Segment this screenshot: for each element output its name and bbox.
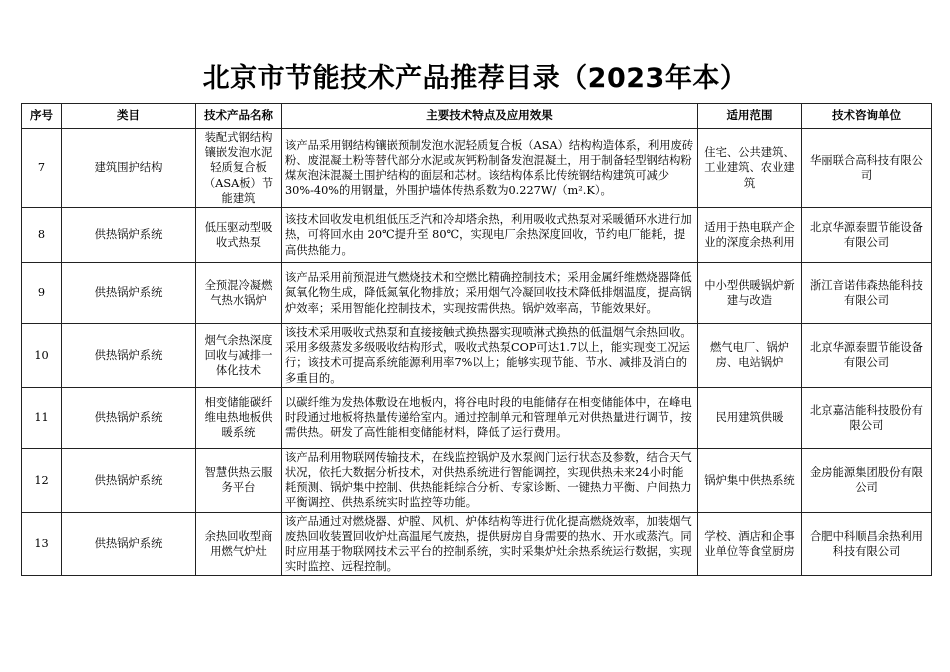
cell-scope: 中小型供暖锅炉新建与改造: [698, 263, 802, 324]
cell-scope: 民用建筑供暖: [698, 387, 802, 448]
cell-category: 供热锅炉系统: [62, 448, 196, 512]
cell-product: 智慧供热云服务平台: [196, 448, 282, 512]
cell-unit: 北京华源泰盟节能设备有限公司: [802, 324, 932, 388]
cell-category: 供热锅炉系统: [62, 387, 196, 448]
cell-product: 装配式钢结构镶嵌发泡水泥轻质复合板（ASA板）节能建筑: [196, 129, 282, 208]
col-header-product: 技术产品名称: [196, 104, 282, 129]
col-header-unit: 技术咨询单位: [802, 104, 932, 129]
cell-features: 该产品通过对燃烧器、炉膛、风机、炉体结构等进行优化提高燃烧效率，加装烟气废热回收装置回收炉灶高温尾气废热，提供厨房自身需要的热水、开水或蒸汽。同时应用基于物联网技术云平台的控制系统，实时采集炉灶余热系统运行数据，实现实时监控、远程控制。: [282, 512, 698, 576]
table-row: [22, 448, 932, 512]
cell-no: 7: [22, 129, 62, 208]
table-header-row: [22, 104, 932, 129]
cell-features: 该产品采用前预混进气燃烧技术和空燃比精确控制技术；采用金属纤维燃烧器降低氮氧化物生成，降低氮氧化物排放；采用烟气冷凝回收技术降低排烟温度，提高锅炉效率；采用智能化控制技术，实现按需供热。锅炉效率高，节能效果好。: [282, 263, 698, 324]
table-row: [22, 387, 932, 448]
cell-features: 该产品采用钢结构镶嵌预制发泡水泥轻质复合板（ASA）结构构造体系，利用废砖粉、废混凝土粉等替代部分水泥或灰钙粉制备发泡混凝土，用于制备轻型钢结构粉煤灰泡沫混凝土围护结构的面层和芯材。该结构体系比传统钢结构建筑可减少30%-40%的用钢量，外围护墙体传热系数为0.227W/（m².K）。: [282, 129, 698, 208]
cell-no: 10: [22, 324, 62, 388]
cell-unit: 浙江音诺伟森热能科技有限公司: [802, 263, 932, 324]
cell-scope: 适用于热电联产企业的深度余热利用: [698, 208, 802, 263]
cell-product: 相变储能碳纤维电热地板供暖系统: [196, 387, 282, 448]
cell-scope: 学校、酒店和企事业单位等食堂厨房: [698, 512, 802, 576]
recommendation-table: [21, 103, 932, 576]
cell-product: 低压驱动型吸收式热泵: [196, 208, 282, 263]
cell-unit: 合肥中科顺昌余热利用科技有限公司: [802, 512, 932, 576]
page-title: 北京市节能技术产品推荐目录（2023年本）: [202, 63, 748, 94]
cell-category: 供热锅炉系统: [62, 512, 196, 576]
cell-category: 建筑围护结构: [62, 129, 196, 208]
cell-category: 供热锅炉系统: [62, 208, 196, 263]
cell-product: 全预混冷凝燃气热水锅炉: [196, 263, 282, 324]
table-row: [22, 324, 932, 388]
cell-category: 供热锅炉系统: [62, 324, 196, 388]
cell-no: 13: [22, 512, 62, 576]
table-row: [22, 512, 932, 576]
cell-no: 11: [22, 387, 62, 448]
cell-no: 9: [22, 263, 62, 324]
cell-features: 该技术回收发电机组低压乏汽和冷却塔余热，利用吸收式热泵对采暖循环水进行加热，可将回水由 20℃提升至 80℃，实现电厂余热深度回收，节约电厂能耗，提高供热能力。: [282, 208, 698, 263]
cell-product: 余热回收型商用燃气炉灶: [196, 512, 282, 576]
cell-no: 12: [22, 448, 62, 512]
cell-unit: 北京华源泰盟节能设备有限公司: [802, 208, 932, 263]
cell-features: 该技术采用吸收式热泵和直接接触式换热器实现喷淋式换热的低温烟气余热回收。采用多级蒸发多级吸收结构形式，吸收式热泵COP可达1.7以上，能实现变工况运行；该技术可提高系统能源利用率7%以上；能够实现节能、节水、减排及消白的多重目的。: [282, 324, 698, 388]
table-row: [22, 129, 932, 208]
cell-unit: 华丽联合高科技有限公司: [802, 129, 932, 208]
cell-product: 烟气余热深度回收与减排一体化技术: [196, 324, 282, 388]
col-header-scope: 适用范围: [698, 104, 802, 129]
col-header-category: 类目: [62, 104, 196, 129]
cell-unit: 金房能源集团股份有限公司: [802, 448, 932, 512]
col-header-no: 序号: [22, 104, 62, 129]
cell-features: 该产品利用物联网传输技术，在线监控锅炉及水泵阀门运行状态及参数，结合天气状况，依托大数据分析技术，对供热系统进行智能调控，实现供热未来24小时能耗预测、锅炉集中控制、供热能耗综合分析、专家诊断、一键热力平衡、户间热力平衡调控、供热系统实时监控等功能。: [282, 448, 698, 512]
cell-scope: 燃气电厂、锅炉房、电站锅炉: [698, 324, 802, 388]
cell-no: 8: [22, 208, 62, 263]
table-row: [22, 208, 932, 263]
table-row: [22, 263, 932, 324]
cell-scope: 住宅、公共建筑、工业建筑、农业建筑: [698, 129, 802, 208]
col-header-features: 主要技术特点及应用效果: [282, 104, 698, 129]
cell-unit: 北京嘉洁能科技股份有限公司: [802, 387, 932, 448]
cell-category: 供热锅炉系统: [62, 263, 196, 324]
cell-features: 以碳纤维为发热体敷设在地板内，将谷电时段的电能储存在相变储能体中，在峰电时段通过地板将热量传递给室内。通过控制单元和管理单元对供热量进行调节，按需供热。研发了高性能相变储能材料，降低了运行费用。: [282, 387, 698, 448]
cell-scope: 锅炉集中供热系统: [698, 448, 802, 512]
